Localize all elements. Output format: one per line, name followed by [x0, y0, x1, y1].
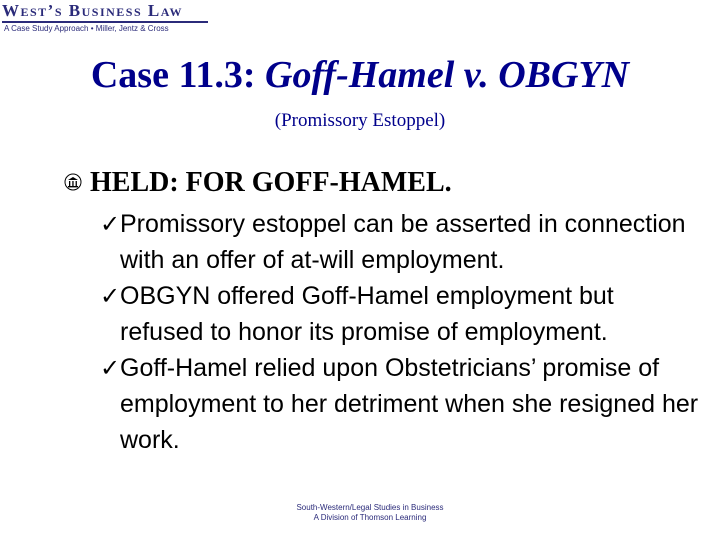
slide-title — [0, 52, 720, 98]
point-text: Goff‑Hamel relied upon Obstetricians’ promise of employment to her detriment when she resigned her work. — [120, 354, 699, 454]
check-icon: ✓ — [100, 282, 121, 310]
check-icon: ✓ — [100, 354, 121, 382]
title-case-name: Goff-Hamel v. OBGYN — [265, 54, 630, 96]
publisher-footer — [290, 503, 450, 523]
logo-rule — [2, 21, 208, 23]
logo-title: West’s Business Law — [2, 1, 184, 20]
point-text: Promissory estoppel can be asserted in connection with an offer of at-will employment. — [120, 210, 686, 274]
check-icon: ✓ — [100, 210, 121, 238]
list-item — [100, 350, 700, 458]
logo-subtitle: A Case Study Approach • Miller, Jentz & Cross — [4, 24, 169, 33]
footer-line-2: A Division of Thomson Learning — [313, 513, 427, 522]
footer-line-1: South-Western/Legal Studies in Business — [296, 503, 444, 512]
list-item — [100, 206, 700, 278]
publisher-logo — [2, 2, 210, 38]
list-item — [100, 278, 700, 350]
courthouse-icon — [64, 173, 82, 191]
point-text: OBGYN offered Goff‑Hamel employment but refused to honor its promise of employment. — [120, 282, 614, 346]
points-list — [100, 206, 700, 458]
title-prefix: Case 11.3: — [90, 54, 266, 96]
held-text: HELD: FOR GOFF-HAMEL. — [90, 167, 452, 198]
slide-subtitle: (Promissory Estoppel) — [274, 110, 446, 131]
